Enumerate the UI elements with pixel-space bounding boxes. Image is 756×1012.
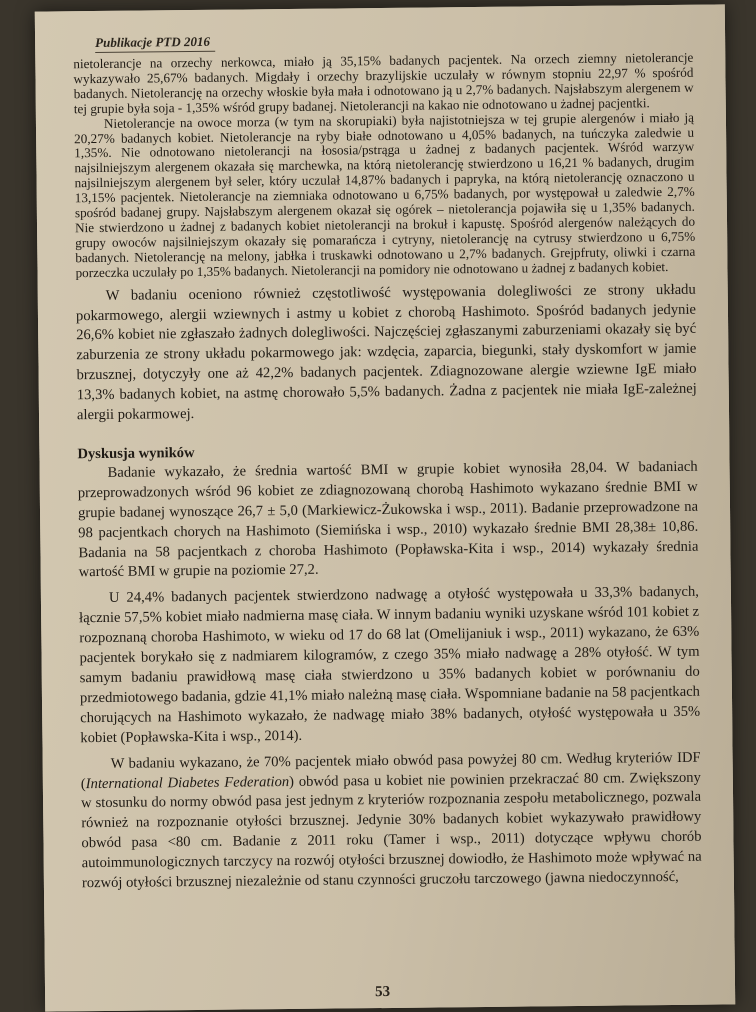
running-header: Publikacje PTD 2016: [95, 34, 215, 53]
paragraph-digestive-complaints: W badaniu oceniono również częstotliwość występowania dolegliwości ze strony układu pokarmowego, alergii wziewnych i astmy u kobiet z chorobą Hashimoto. Spośród badanych jedynie 26,6% kobiet nie zgłaszało żadnych dolegliwości. Najczęściej zgłaszanymi zaburzeniami okazały się być zaburzenia ze strony układu pokarmowego jak: wzdęcia, zaparcia, biegunki, stały dyskomfort w jamie brzusznej, dotyczyły one aż 42,2% badanych pacjentek. Zdiagnozowane alergie wziewne IgE miało 13,3% badanych kobiet, na astmę chorowało 5,5% badanych. Żadna z pacjentek nie miała IgE-zależnej alergii pokarmowej.: [75, 281, 697, 424]
page-number: 53: [374, 983, 391, 1001]
page-body: [73, 51, 702, 894]
paragraph-seafood-vegetables-fruits: Nietolerancje na owoce morza (w tym na skorupiaki) była najistotniejsza w tej grupie alergenów i miało ją 20,27% badanych kobiet. Nietolerancje na ryby białe odnotowano u 4,05% badanych, na tuńczyka zaledwie u 1,35%. Nie odnotowano nietolerancji na łososia/pstrąga u żadnej z badanych pacjentek. Wśród warzyw najsilniejszym alergenem okazała się marchewka, na którą nietolerancję stwierdzono u 16,21 % badanych, drugim najsilniejszym alergenem był seler, który uczulał 14,87% badanych i papryka, na którą nietolerancję oznaczono u 13,15% pacjentek. Nietolerancje na ziemniaka odnotowano u 6,75% badanych, por występował u zaledwie 2,7% spośród badanej grupy. Najsłabszym alergenem okazał się ogórek – nietolerancja pojawiła się u 1,35% badanych. Nie stwierdzono u żadnej z badanych kobiet nietolerancji na brokuł i kapustę. Spośród alergenów należących do grupy owoców najsilniejszym okazały się pomarańcza i cytryny, nietolerancję na cytrusy stwierdzono u 6,75% badanych. Nietolerancję na melony, jabłka i truskawki odnotowano u 2,7% badanych. Grejpfruty, oliwki i czarna porzeczka uczulały po 1,35% badanych. Nietolerancji na pomidory nie odnotowano u żadnej z badanych kobiet.: [74, 109, 696, 280]
paragraph-overweight: U 24,4% badanych pacjentek stwierdzono nadwagę a otyłość występowała u 33,3% badanych, łącznie 57,5% kobiet miało nadmierna masę ciała. W innym badaniu wyniki uzyskane wśród 101 kobiet z rozpoznaną choroba Hashimoto, w wieku od 17 do 68 lat (Omelijaniuk i wsp., 2011) wykazano, że 63% pacjentek borykało się z nadmiarem kilogramów, z czego 35% miało nadwagę a 28% otyłość. W tym samym badaniu prawidłową masę ciała stwierdzono u 35% badanych kobiet w porównaniu do przedmiotowego badania, gdzie 41,1% miało należną masę ciała. Wspomniane badanie na 58 pacjentkach chorujących na Hashimoto wykazało, że nadwagę miało 38% badanych, otyłość występowała u 35% kobiet (Popławska-Kita i wsp., 2014).: [79, 584, 701, 746]
waist-text-start: W badaniu wykazano, że 70% pacjentek miało obwód pasa powyżej 80 cm. Według kryteriów IDF (: [80, 749, 701, 792]
waist-text-end: ) obwód pasa u kobiet nie powinien przekraczać 80 cm. Zwiększony w stosunku do normy obwód pasa jest jednym z kryteriów rozpoznania zespołu metabolicznego, pozwala również na rozpoznanie otyłości brzusznej. Jedynie 30% badanych kobiet wykazywało prawidłowy obwód pasa <80 cm. Badanie z 2011 roku (Tamer i wsp., 2011) dotyczące wpływu chorób autoimmunologicznych tarczycy na rozwój otyłości brzusznej dowiodło, że Hashimoto może wpływać na rozwój otyłości brzusznej niezależnie od stanu czynności gruczołu tarczowego (jawna niedoczynność,: [80, 769, 702, 892]
section-title: Dyskusja wyników: [77, 444, 195, 463]
idf-full-name: International Diabetes Federation: [85, 773, 290, 792]
paragraph-bmi: Badanie wykazało, że średnia wartość BMI w grupie kobiet wynosiła 28,04. W badaniach przeprowadzonych wśród 96 kobiet ze zdiagnozowaną chorobą Hashimoto wykazano średnie BMI w grupie badanej wynoszące 26,7 ± 5,0 (Markiewicz-Żukowska i wsp., 2011). Badanie przeprowadzone na 98 pacjentkach chorych na Hashimoto (Siemińska i wsp., 2010) wykazało średnie BMI 28,38± 10,86. Badania na 58 pacjentkach z choroba Hashimoto (Popławska-Kita i wsp., 2014) wykazały średnia wartość BMI w grupie na poziomie 27,2.: [77, 458, 699, 581]
document-page: [35, 4, 735, 1011]
paragraph-waist: [81, 748, 702, 894]
paragraph-nuts: nietolerancje na orzechy nerkowca, miało ją 35,15% badanych pacjentek. Na orzech ziemny nietolerancje wykazywało 25,67% badanych. Migdały i orzechy brazylijskie uczulały w równym stopniu 22,97 % spośród badanych. Nietolerancję na orzechy włoskie była mała i odnotowano ją u 2,7% badanych. Najsłabszym alergenem w tej grupie była soja - 1,35% wśród grupy badanej. Nietolerancji na kakao nie odnotowano u żadnej pacjentki.: [73, 49, 694, 116]
